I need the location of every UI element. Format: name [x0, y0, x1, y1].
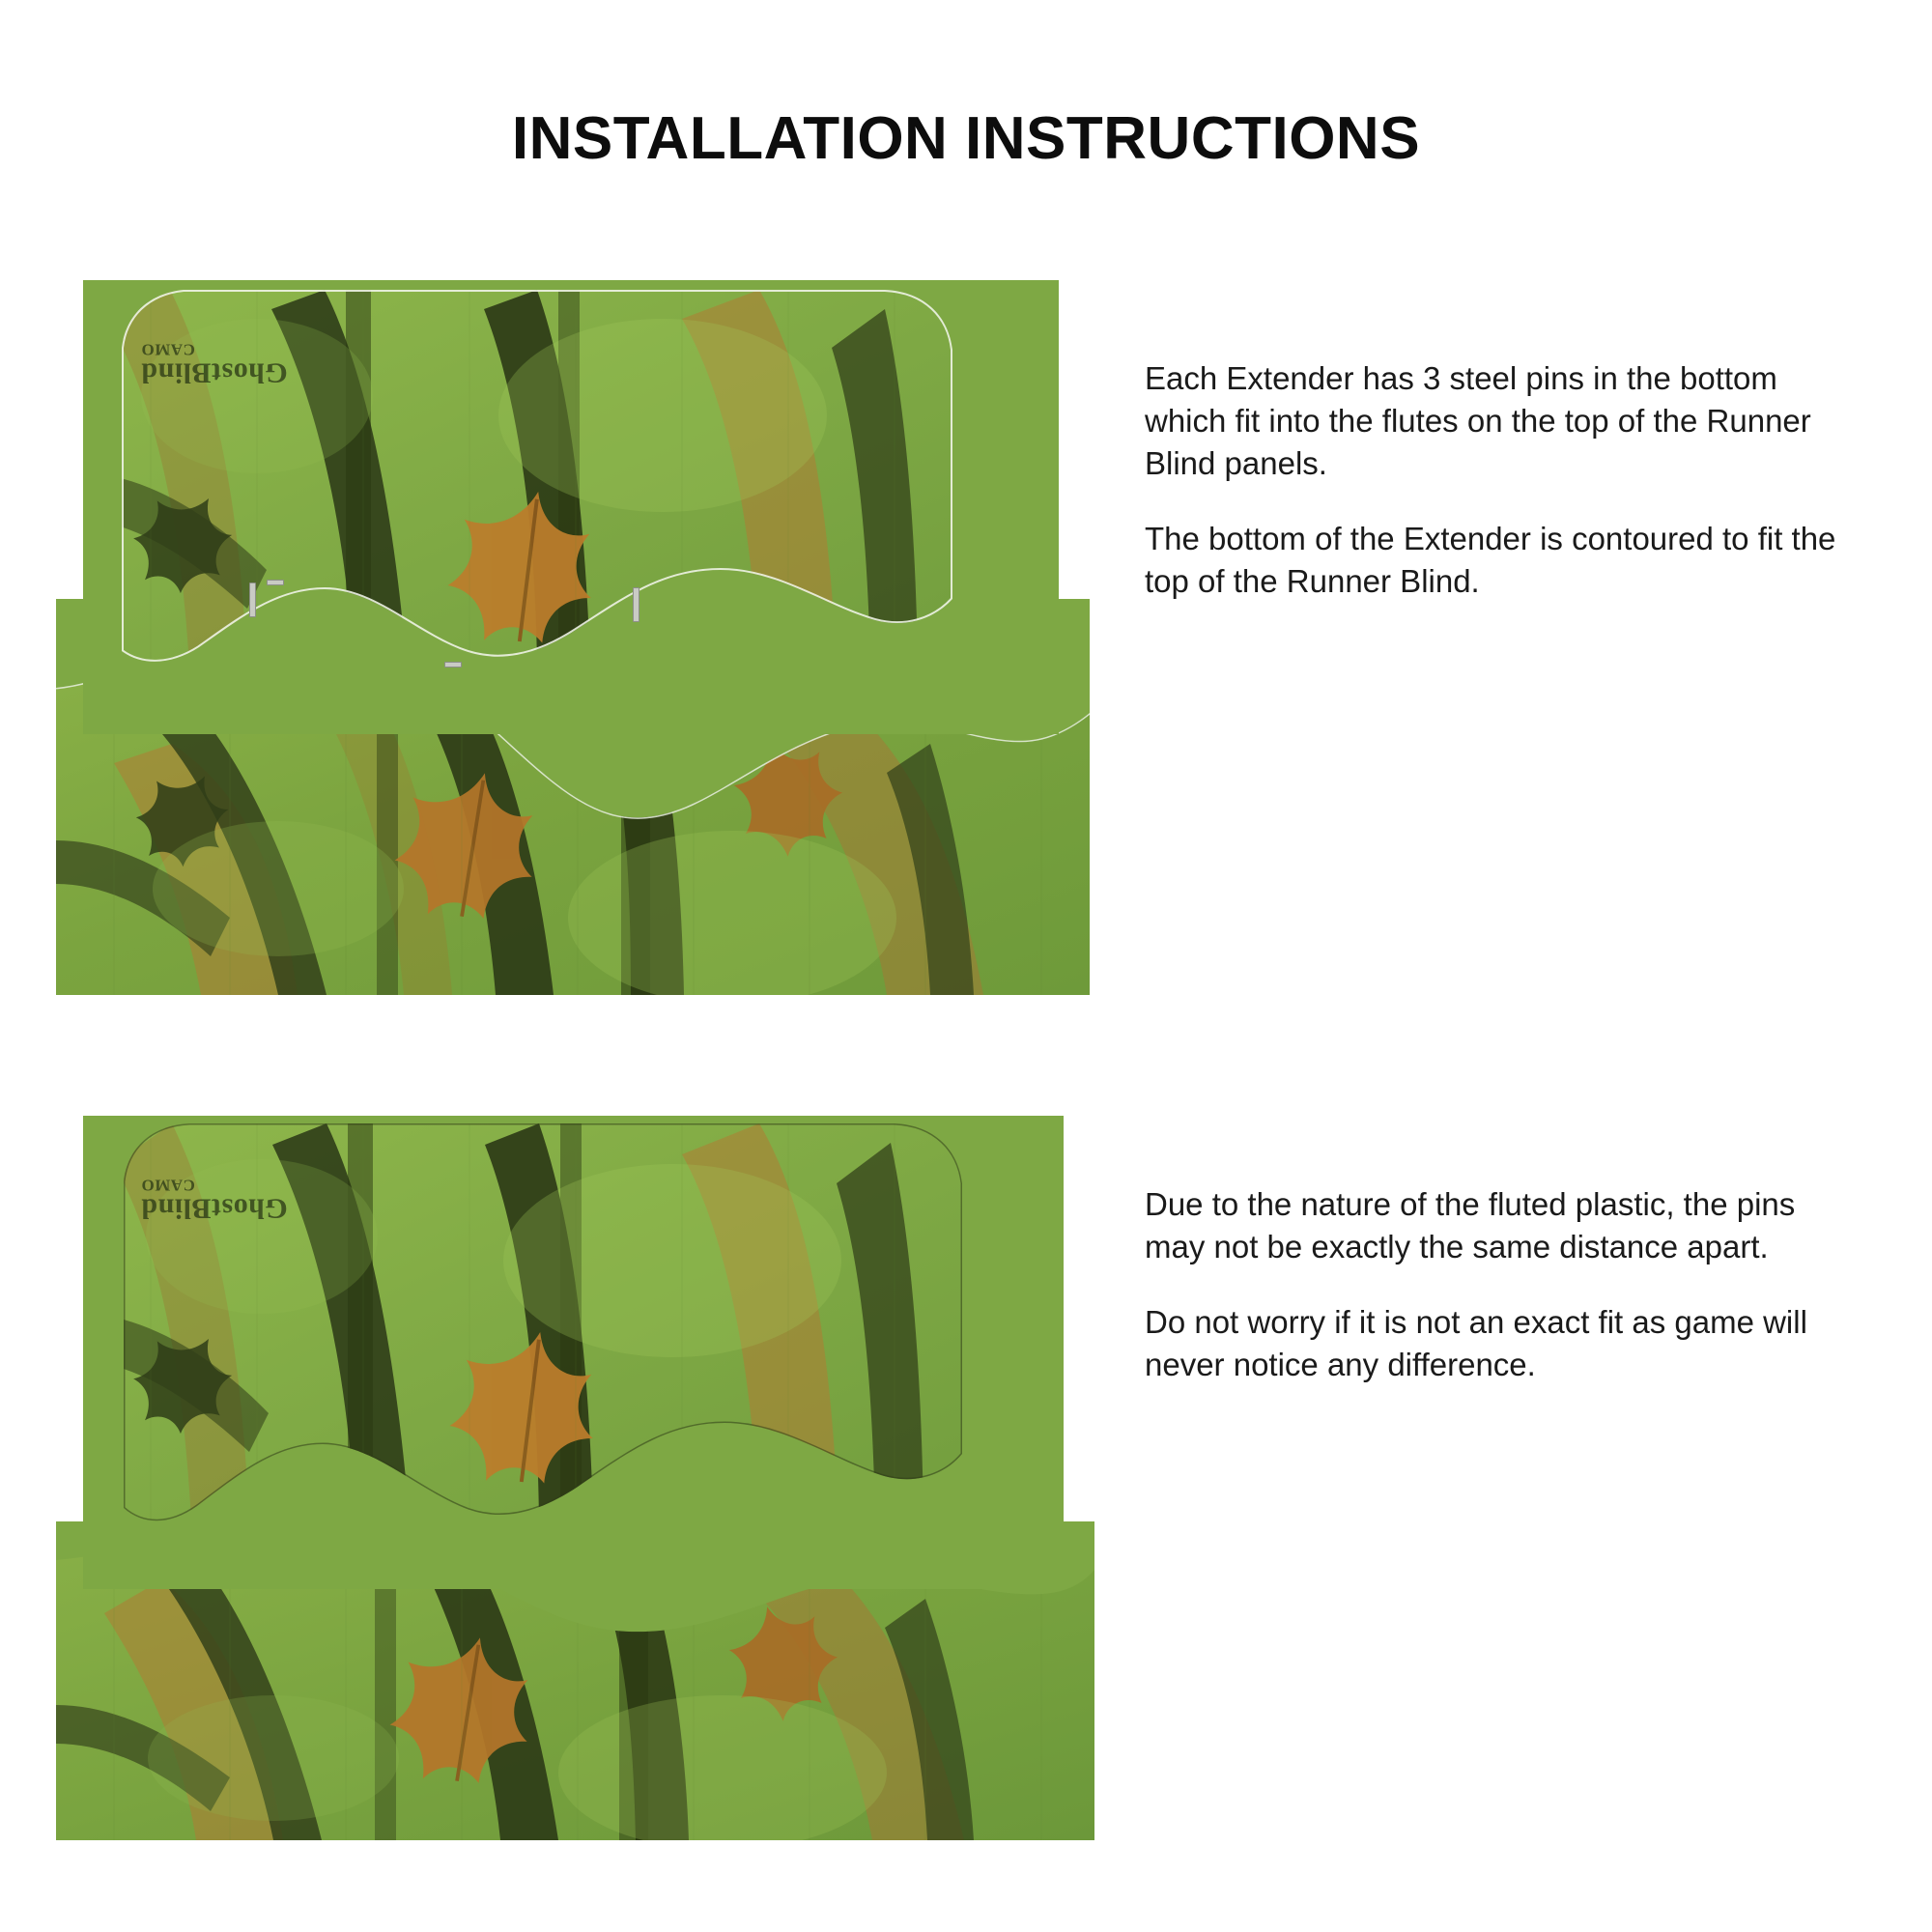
- brand-logo-2: [141, 1176, 288, 1223]
- extender-panel-2: [83, 1116, 1064, 1589]
- brand-logo-sub: CAMO: [141, 340, 195, 359]
- figure-extender-seated: [56, 1096, 1119, 1811]
- instruction-text-2: [1145, 1183, 1840, 1386]
- page-title: INSTALLATION INSTRUCTIONS: [511, 105, 1421, 172]
- steel-pin-4: [633, 587, 639, 622]
- brand-logo: [141, 340, 288, 387]
- paragraph: Each Extender has 3 steel pins in the bottom which fit into the flutes on the top of the Runner Blind panels.: [1145, 360, 1811, 481]
- steel-pin-3: [444, 662, 462, 668]
- brand-logo-main: GhostBlind: [141, 356, 288, 389]
- instruction-section-2: [0, 1096, 1932, 1850]
- paragraph: The bottom of the Extender is contoured to fit the top of the Runner Blind.: [1145, 520, 1836, 599]
- figure-extender-on-runner-blind: [56, 280, 1119, 995]
- brand-logo-main: GhostBlind: [141, 1192, 288, 1225]
- extender-panel: [83, 280, 1059, 734]
- steel-pin-2: [267, 580, 284, 585]
- instruction-section-1: [0, 280, 1932, 1014]
- brand-logo-sub: CAMO: [141, 1176, 195, 1195]
- paragraph: Due to the nature of the fluted plastic, the pins may not be exactly the same distance apart.: [1145, 1186, 1796, 1264]
- instruction-text-1: [1145, 357, 1840, 602]
- steel-pin-1: [249, 582, 256, 617]
- paragraph: Do not worry if it is not an exact fit as game will never notice any difference.: [1145, 1303, 1807, 1382]
